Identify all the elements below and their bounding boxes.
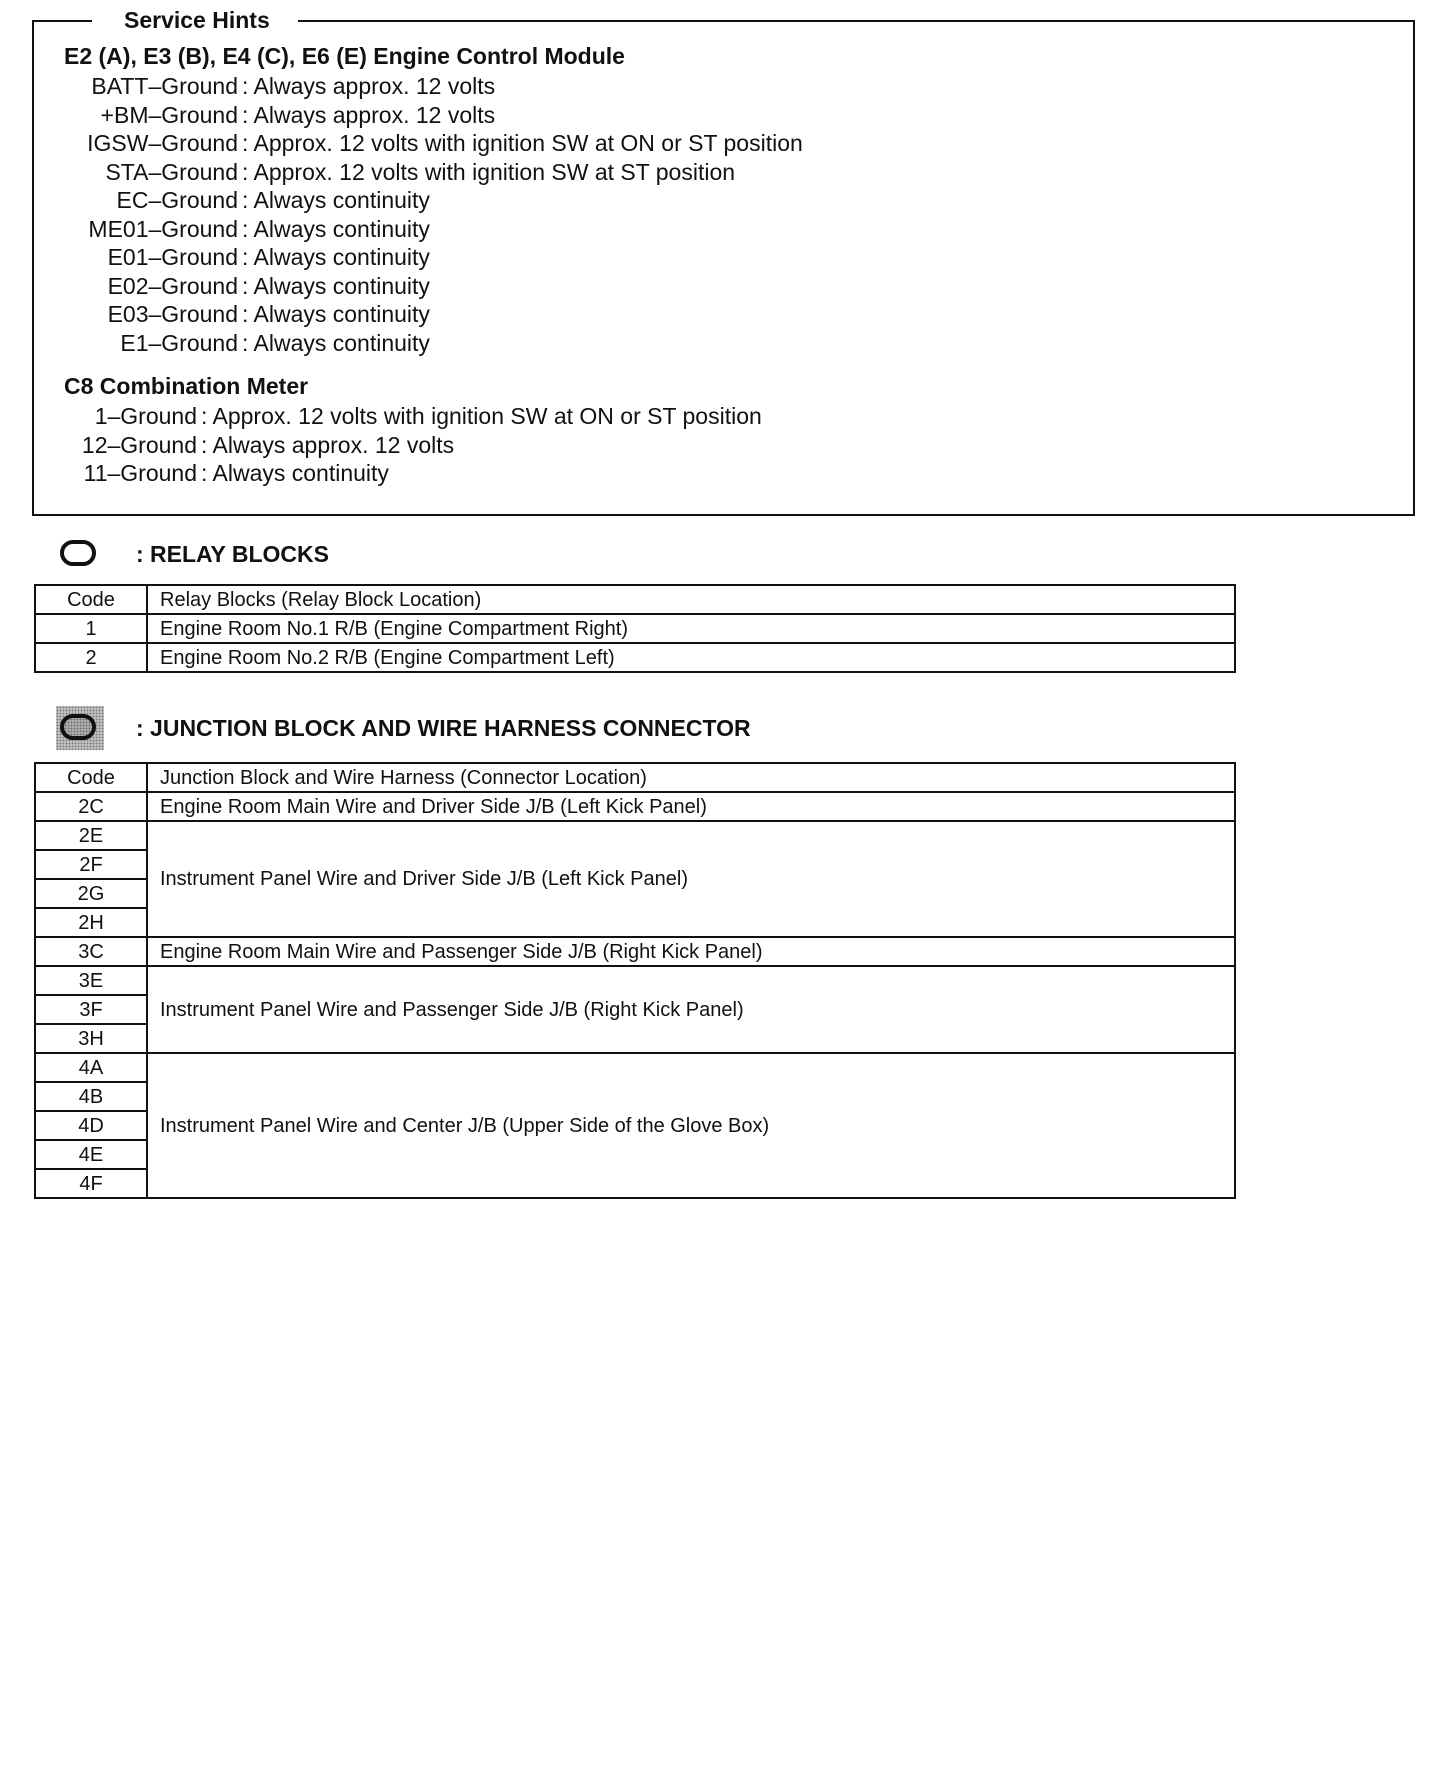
- hint-terminal: E02–Ground: [107, 272, 238, 299]
- relay-blocks-label: : RELAY BLOCKS: [136, 541, 329, 567]
- table-header-row: [35, 763, 1235, 792]
- service-hints-box: [32, 7, 1415, 516]
- hints-border-right: [298, 20, 1415, 22]
- hint-description: : Always continuity: [242, 329, 430, 356]
- hint-terminal: E1–Ground: [120, 329, 238, 356]
- table-header-row: [35, 585, 1235, 614]
- location-cell: Engine Room Main Wire and Passenger Side J/B (Right Kick Panel): [147, 937, 1235, 966]
- hint-description: : Approx. 12 volts with ignition SW at ST position: [242, 158, 736, 185]
- code-cell: 2E: [35, 821, 147, 850]
- junction-blocks-label: : JUNCTION BLOCK AND WIRE HARNESS CONNECTOR: [136, 715, 751, 741]
- hint-terminal: BATT–Ground: [91, 73, 238, 99]
- table-row: [35, 1053, 1235, 1082]
- code-cell: 3F: [35, 995, 147, 1024]
- code-header: Code: [35, 585, 147, 614]
- hint-description: : Always continuity: [242, 301, 430, 327]
- location-cell: Instrument Panel Wire and Center J/B (Upper Side of the Glove Box): [147, 1053, 1235, 1198]
- code-cell: 3H: [35, 1024, 147, 1053]
- ecm-heading: E2 (A), E3 (B), E4 (C), E6 (E) Engine Control Module: [64, 43, 625, 69]
- hint-description: : Always continuity: [242, 215, 430, 242]
- table-row: [35, 792, 1235, 821]
- table-row: [35, 821, 1235, 850]
- code-cell: 2C: [35, 792, 147, 821]
- hints-border-left: [32, 20, 92, 22]
- table-row: [35, 614, 1235, 643]
- location-cell: Engine Room No.1 R/B (Engine Compartment Right): [147, 614, 1235, 643]
- hint-description: : Always continuity: [201, 460, 389, 486]
- hint-terminal: 11–Ground: [83, 460, 197, 486]
- location-cell: Engine Room No.2 R/B (Engine Compartment Left): [147, 643, 1235, 672]
- junction-block-symbol-icon: [60, 714, 96, 740]
- code-cell: 4F: [35, 1169, 147, 1198]
- hint-terminal: STA–Ground: [105, 158, 238, 185]
- table-row: [35, 937, 1235, 966]
- meter-heading: C8 Combination Meter: [64, 373, 309, 399]
- code-cell: 2H: [35, 908, 147, 937]
- code-cell: 2G: [35, 879, 147, 908]
- relay-blocks-table: [34, 584, 1236, 673]
- hint-terminal: +BM–Ground: [100, 101, 238, 128]
- code-cell: 3E: [35, 966, 147, 995]
- code-header: Code: [35, 763, 147, 792]
- hint-terminal: 1–Ground: [94, 403, 197, 429]
- hint-description: : Approx. 12 volts with ignition SW at ON or ST position: [201, 403, 762, 429]
- code-cell: 2F: [35, 850, 147, 879]
- code-cell: 4A: [35, 1053, 147, 1082]
- location-cell: Instrument Panel Wire and Driver Side J/B (Left Kick Panel): [147, 821, 1235, 937]
- hint-terminal: E01–Ground: [107, 244, 238, 270]
- location-cell: Engine Room Main Wire and Driver Side J/B (Left Kick Panel): [147, 792, 1235, 821]
- hint-description: : Always continuity: [242, 272, 430, 299]
- hint-description: : Always continuity: [242, 244, 430, 270]
- code-cell: 2: [35, 643, 147, 672]
- service-hints-title: Service Hints: [120, 7, 274, 33]
- hint-terminal: ME01–Ground: [88, 215, 238, 242]
- hint-description: : Always approx. 12 volts: [201, 431, 455, 458]
- table-row: [35, 643, 1235, 672]
- hint-description: : Approx. 12 volts with ignition SW at ON or ST position: [242, 130, 803, 156]
- hint-description: : Always continuity: [242, 187, 430, 213]
- table-row: [35, 966, 1235, 995]
- hint-description: : Always approx. 12 volts: [242, 73, 496, 99]
- location-header: Relay Blocks (Relay Block Location): [147, 585, 1235, 614]
- code-cell: 4D: [35, 1111, 147, 1140]
- hint-terminal: E03–Ground: [107, 301, 238, 327]
- hint-description: : Always approx. 12 volts: [242, 101, 496, 128]
- code-cell: 3C: [35, 937, 147, 966]
- relay-block-symbol-icon: [60, 540, 96, 566]
- location-cell: Instrument Panel Wire and Passenger Side J/B (Right Kick Panel): [147, 966, 1235, 1053]
- location-header: Junction Block and Wire Harness (Connector Location): [147, 763, 1235, 792]
- code-cell: 4B: [35, 1082, 147, 1111]
- hint-terminal: EC–Ground: [116, 187, 238, 213]
- code-cell: 4E: [35, 1140, 147, 1169]
- code-cell: 1: [35, 614, 147, 643]
- hint-terminal: 12–Ground: [81, 431, 197, 458]
- hint-terminal: IGSW–Ground: [87, 130, 238, 156]
- junction-blocks-table: [34, 762, 1236, 1199]
